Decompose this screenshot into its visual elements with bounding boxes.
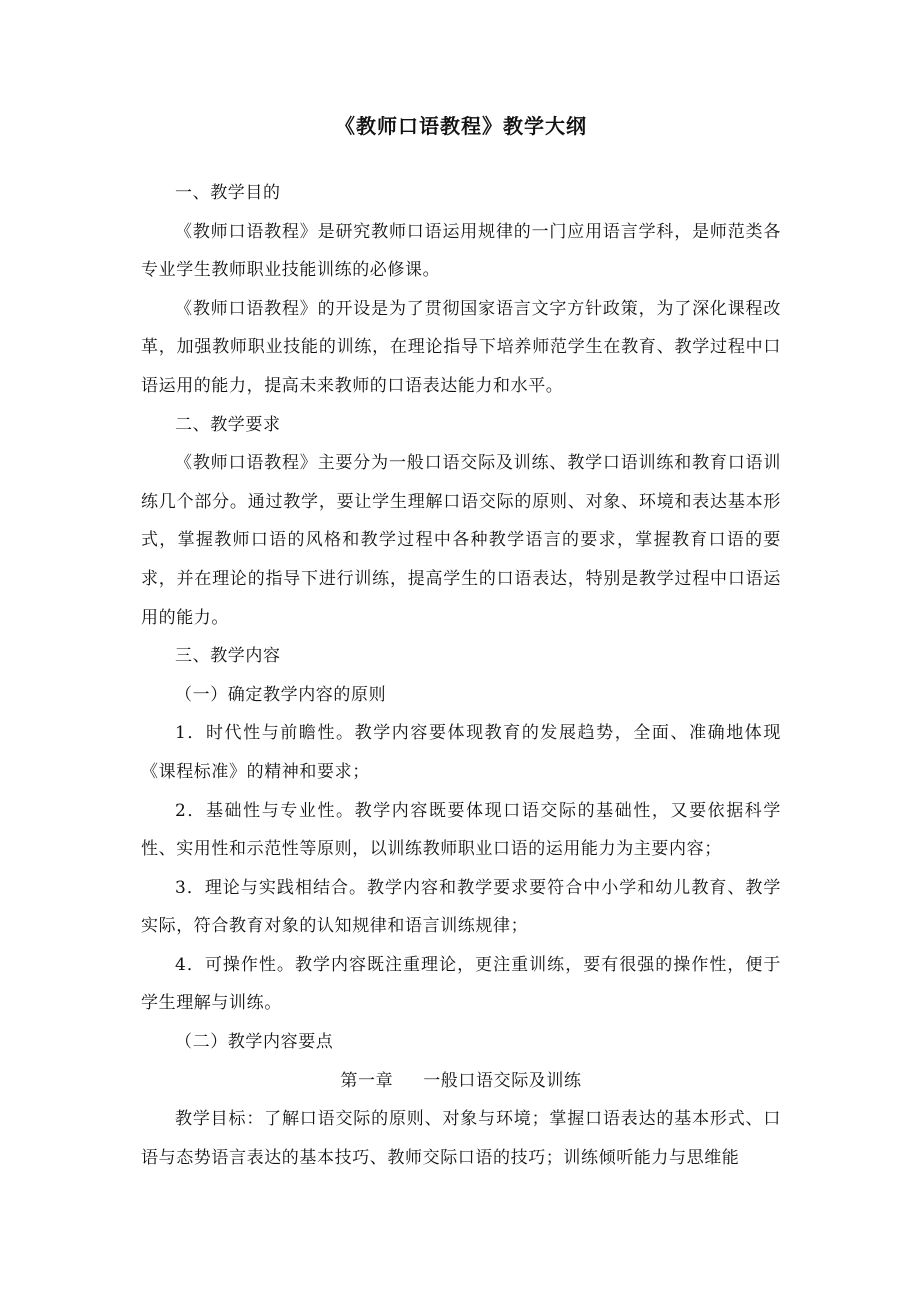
chapter-heading	[141, 1062, 781, 1101]
section-heading: 三、教学内容	[175, 646, 281, 667]
subsection-heading: （二）教学内容要点	[175, 1032, 334, 1053]
paragraph: 《教师口语教程》主要分为一般口语交际及训练、教学口语训练和教育口语训练几个部分。通过教学，要让学生理解口语交际的原则、对象、环境和表达基本形式，掌握教师口语的风格和教学过程中各种教学语言的要求，掌握教育口语的要求，并在理论的指导下进行训练，提高学生的口语表达，特别是教学过程中口语运用的能力。	[141, 453, 781, 628]
chapter-name: 一般口语交际及训练	[423, 1070, 582, 1091]
list-item: 3．理论与实践相结合。教学内容和教学要求要符合中小学和幼儿教育、教学实际，符合教育对象的认知规律和语言训练规律；	[141, 877, 781, 937]
list-item: 1．时代性与前瞻性。教学内容要体现教育的发展趋势，全面、准确地体现《课程标准》的精神和要求；	[141, 723, 781, 782]
chapter-goal: 教学目标：了解口语交际的原则、对象与环境；掌握口语表达的基本形式、口语与态势语言表达的基本技巧、教师交际口语的技巧；训练倾听能力与思维能	[141, 1109, 781, 1168]
section-heading: 二、教学要求	[175, 414, 281, 435]
paragraph: 《教师口语教程》的开设是为了贯彻国家语言文字方针政策，为了深化课程改革，加强教师职业技能的训练，在理论指导下培养师范学生在教育、教学过程中口语运用的能力，提高未来教师的口语表达能力和水平。	[141, 298, 781, 396]
paragraph: 《教师口语教程》是研究教师口语运用规律的一门应用语言学科，是师范类各专业学生教师职业技能训练的必修课。	[141, 221, 781, 281]
document-title: 《教师口语教程》教学大纲	[335, 114, 587, 138]
section-heading: 一、教学目的	[175, 183, 281, 203]
list-item: 4．可操作性。教学内容既注重理论，更注重训练，要有很强的操作性，便于学生理解与训练。	[141, 954, 781, 1014]
document-body	[141, 174, 781, 1177]
subsection-heading: （一）确定教学内容的原则	[175, 684, 387, 705]
chapter-number: 第一章	[340, 1070, 394, 1091]
list-item: 2．基础性与专业性。教学内容既要体现口语交际的基础性，又要依据科学性、实用性和示范性等原则，以训练教师职业口语的运用能力为主要内容；	[141, 800, 781, 860]
